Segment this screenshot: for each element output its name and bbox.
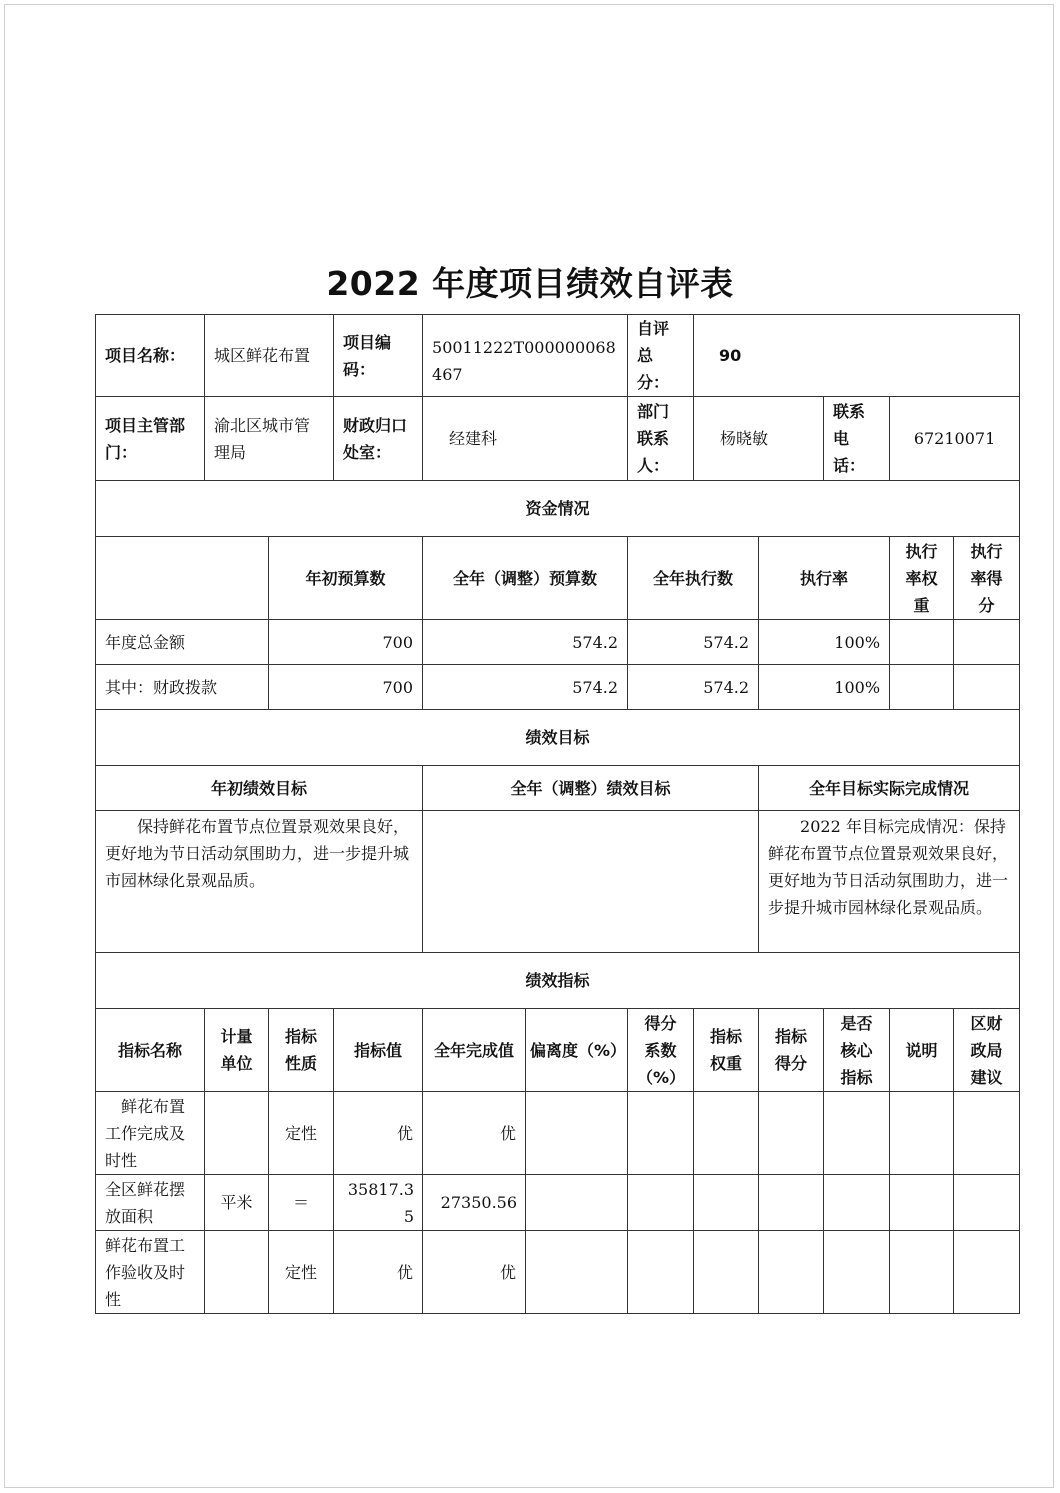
funds-header-blank — [96, 537, 269, 620]
funds-row-label: 年度总金额 — [96, 620, 269, 665]
page-title: 2022 年度项目绩效自评表 — [326, 264, 734, 303]
dept-value: 渝北区城市管理局 — [205, 397, 334, 481]
dept-label: 项目主管部门： — [96, 397, 205, 481]
indicators-section-title: 绩效指标 — [96, 953, 1020, 1009]
funds-executed-value: 574.2 — [628, 620, 759, 665]
funds-weight-value — [890, 620, 954, 665]
indicator-done: 27350.56 — [423, 1175, 526, 1231]
funds-header-executed: 全年执行数 — [628, 537, 759, 620]
funds-header-row — [96, 537, 1020, 620]
funds-header-initial: 年初预算数 — [269, 537, 423, 620]
table-row — [96, 1175, 1020, 1231]
project-name-value: 城区鲜花布置 — [205, 315, 334, 397]
ind-header-value: 指标值 — [334, 1009, 423, 1092]
indicator-nature: 定性 — [269, 1092, 334, 1175]
funds-score-value — [954, 620, 1020, 665]
indicators-section-row — [96, 953, 1020, 1009]
ind-header-done: 全年完成值 — [423, 1009, 526, 1092]
funds-adjusted-value: 574.2 — [423, 620, 628, 665]
ind-header-deviation: 偏离度（%） — [526, 1009, 628, 1092]
funds-adjusted-value: 574.2 — [423, 665, 628, 710]
funds-row-label: 其中：财政拨款 — [96, 665, 269, 710]
funds-row-fiscal — [96, 665, 1020, 710]
indicator-value: 优 — [334, 1092, 423, 1175]
ind-header-note: 说明 — [890, 1009, 954, 1092]
goals-section-row — [96, 710, 1020, 766]
funds-initial-value: 700 — [269, 665, 423, 710]
phone-label: 联系电话： — [824, 397, 890, 481]
score-value: 90 — [694, 315, 1020, 397]
indicator-name: 全区鲜花摆放面积 — [96, 1175, 205, 1231]
funds-weight-value — [890, 665, 954, 710]
project-code-label: 项目编码： — [334, 315, 423, 397]
table-row — [96, 1092, 1020, 1175]
funds-rate-value: 100% — [759, 665, 890, 710]
indicators-header-row — [96, 1009, 1020, 1092]
funds-section-title: 资金情况 — [96, 481, 1020, 537]
goals-section-title: 绩效目标 — [96, 710, 1020, 766]
phone-value: 67210071 — [890, 397, 1020, 481]
indicator-value: 优 — [334, 1231, 423, 1314]
ind-header-name: 指标名称 — [96, 1009, 205, 1092]
indicator-done: 优 — [423, 1092, 526, 1175]
contact-label: 部门联系人： — [628, 397, 694, 481]
goals-content-row — [96, 811, 1020, 953]
info-row-1 — [96, 315, 1020, 397]
funds-rate-value: 100% — [759, 620, 890, 665]
project-code-value: 50011222T000000068467 — [423, 315, 628, 397]
funds-header-adjusted: 全年（调整）预算数 — [423, 537, 628, 620]
funds-header-score: 执行率得分 — [954, 537, 1020, 620]
info-row-2 — [96, 397, 1020, 481]
goals-header-row — [96, 766, 1020, 811]
goals-adjusted-text — [423, 811, 759, 953]
indicator-unit — [205, 1231, 269, 1314]
ind-header-nature: 指标性质 — [269, 1009, 334, 1092]
indicator-name: 鲜花布置工作验收及时性 — [96, 1231, 205, 1314]
funds-executed-value: 574.2 — [628, 665, 759, 710]
finance-office-label: 财政归口处室： — [334, 397, 423, 481]
ind-header-coef: 得分系数（%） — [628, 1009, 694, 1092]
goals-header-adjusted: 全年（调整）绩效目标 — [423, 766, 759, 811]
score-label: 自评总分： — [628, 315, 694, 397]
indicator-done: 优 — [423, 1231, 526, 1314]
indicator-name: 鲜花布置工作完成及时性 — [96, 1092, 205, 1175]
table-row — [96, 1231, 1020, 1314]
indicator-unit — [205, 1092, 269, 1175]
self-evaluation-table — [95, 314, 1020, 1314]
ind-header-advice: 区财政局建议 — [954, 1009, 1020, 1092]
funds-score-value — [954, 665, 1020, 710]
funds-section-row — [96, 481, 1020, 537]
finance-office-value: 经建科 — [423, 397, 628, 481]
ind-header-unit: 计量单位 — [205, 1009, 269, 1092]
goals-header-actual: 全年目标实际完成情况 — [759, 766, 1020, 811]
goals-initial-text: 保持鲜花布置节点位置景观效果良好，更好地为节日活动氛围助力，进一步提升城市园林绿化景观品质。 — [96, 811, 423, 953]
funds-row-total — [96, 620, 1020, 665]
indicator-nature: 定性 — [269, 1231, 334, 1314]
funds-header-weight: 执行率权重 — [890, 537, 954, 620]
goals-header-initial: 年初绩效目标 — [96, 766, 423, 811]
indicator-value: 35817.35 — [334, 1175, 423, 1231]
project-name-label: 项目名称： — [96, 315, 205, 397]
funds-initial-value: 700 — [269, 620, 423, 665]
funds-header-rate: 执行率 — [759, 537, 890, 620]
indicator-unit: 平米 — [205, 1175, 269, 1231]
ind-header-score: 指标得分 — [759, 1009, 824, 1092]
goals-actual-text: 2022 年目标完成情况：保持鲜花布置节点位置景观效果良好，更好地为节日活动氛围助力，进一步提升城市园林绿化景观品质。 — [759, 811, 1020, 953]
ind-header-weight: 指标权重 — [694, 1009, 759, 1092]
indicator-nature: ＝ — [269, 1175, 334, 1231]
ind-header-core: 是否核心指标 — [824, 1009, 890, 1092]
contact-value: 杨晓敏 — [694, 397, 824, 481]
